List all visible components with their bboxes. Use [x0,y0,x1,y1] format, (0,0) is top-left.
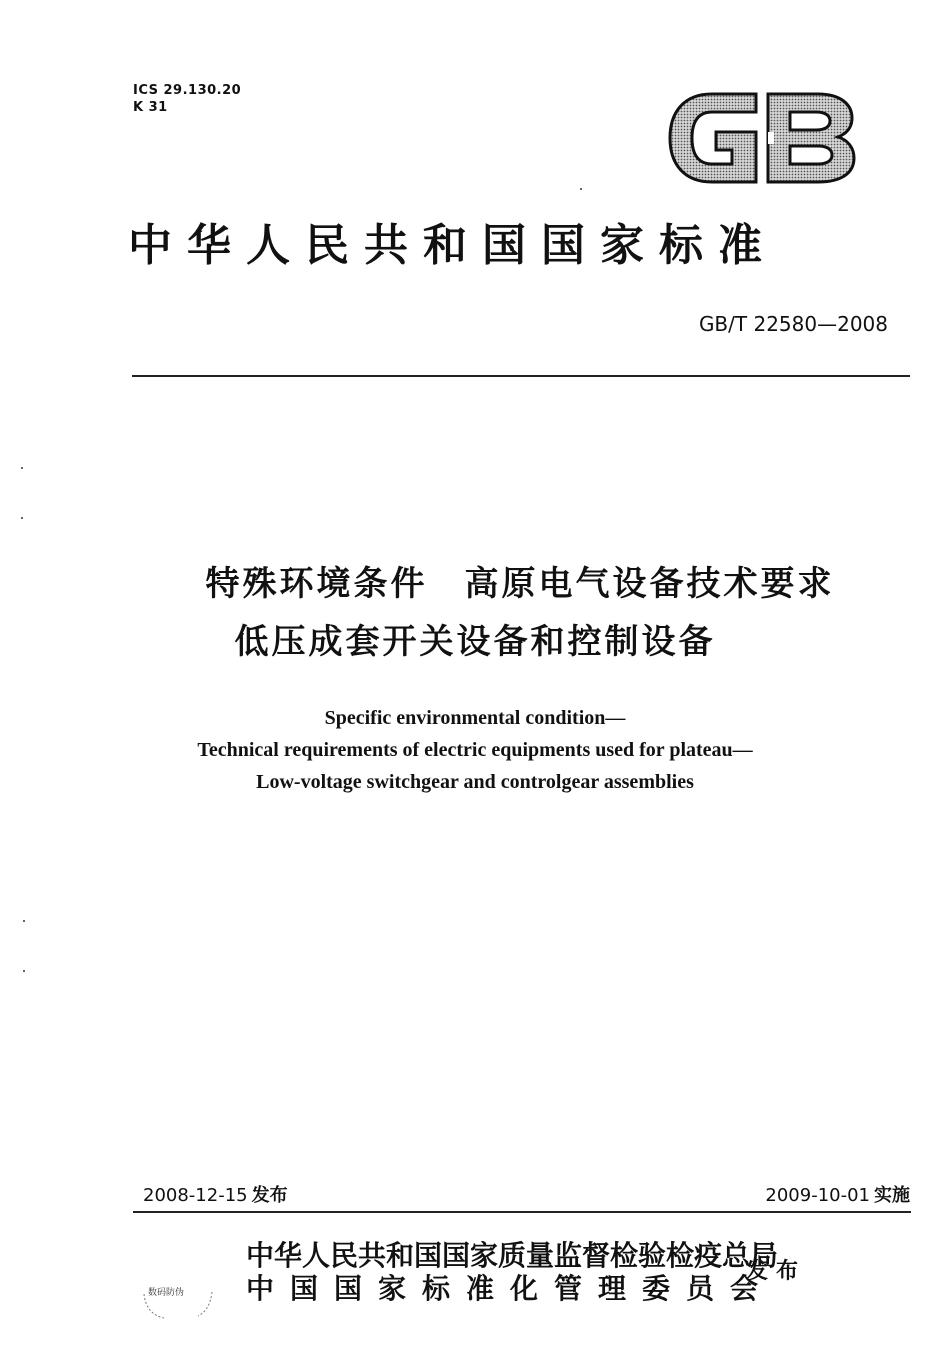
publish-date-label: 发布 [251,1185,288,1206]
anti-counterfeit-label: 数码防伪 [148,1288,185,1298]
scan-speck [23,920,25,922]
header-rule [132,375,910,377]
standard-number: GB/T 22580—2008 [698,312,888,336]
english-title-line-2: Technical requirements of electric equipments used for plateau— [197,739,753,761]
classification-codes [133,82,241,116]
ics-code: ICS 29.130.20 [133,83,242,98]
gb-logo [668,92,856,184]
issuer-sac: 中国国家标准化管理委员会 [246,1272,775,1305]
national-standard-title: 中华人民共和国国家标准 [128,220,777,271]
ccs-code: K 31 [133,100,168,115]
scan-speck [21,467,23,469]
implementation-date-value: 2009-10-01 [765,1185,870,1206]
implementation-date [765,1184,910,1208]
english-title-line-1: Specific environmental condition— [324,707,626,729]
implementation-date-label: 实施 [874,1185,910,1206]
publish-date [143,1184,288,1208]
publish-date-value: 2008-12-15 [143,1185,248,1206]
scan-speck [580,188,582,190]
anti-counterfeit-stamp [140,1280,216,1320]
issue-label: 发布 [746,1258,807,1284]
chinese-title-line-1: 特殊环境条件 高原电气设备技术要求 [205,564,835,604]
english-title-line-3: Low-voltage switchgear and controlgear assemblies [256,771,694,793]
issuer-aqsiq: 中华人民共和国国家质量监督检验检疫总局 [246,1239,779,1272]
footer-rule [133,1211,911,1213]
chinese-title-line-2: 低压成套开关设备和控制设备 [234,622,716,662]
scan-speck [23,970,25,972]
scan-speck [21,517,23,519]
